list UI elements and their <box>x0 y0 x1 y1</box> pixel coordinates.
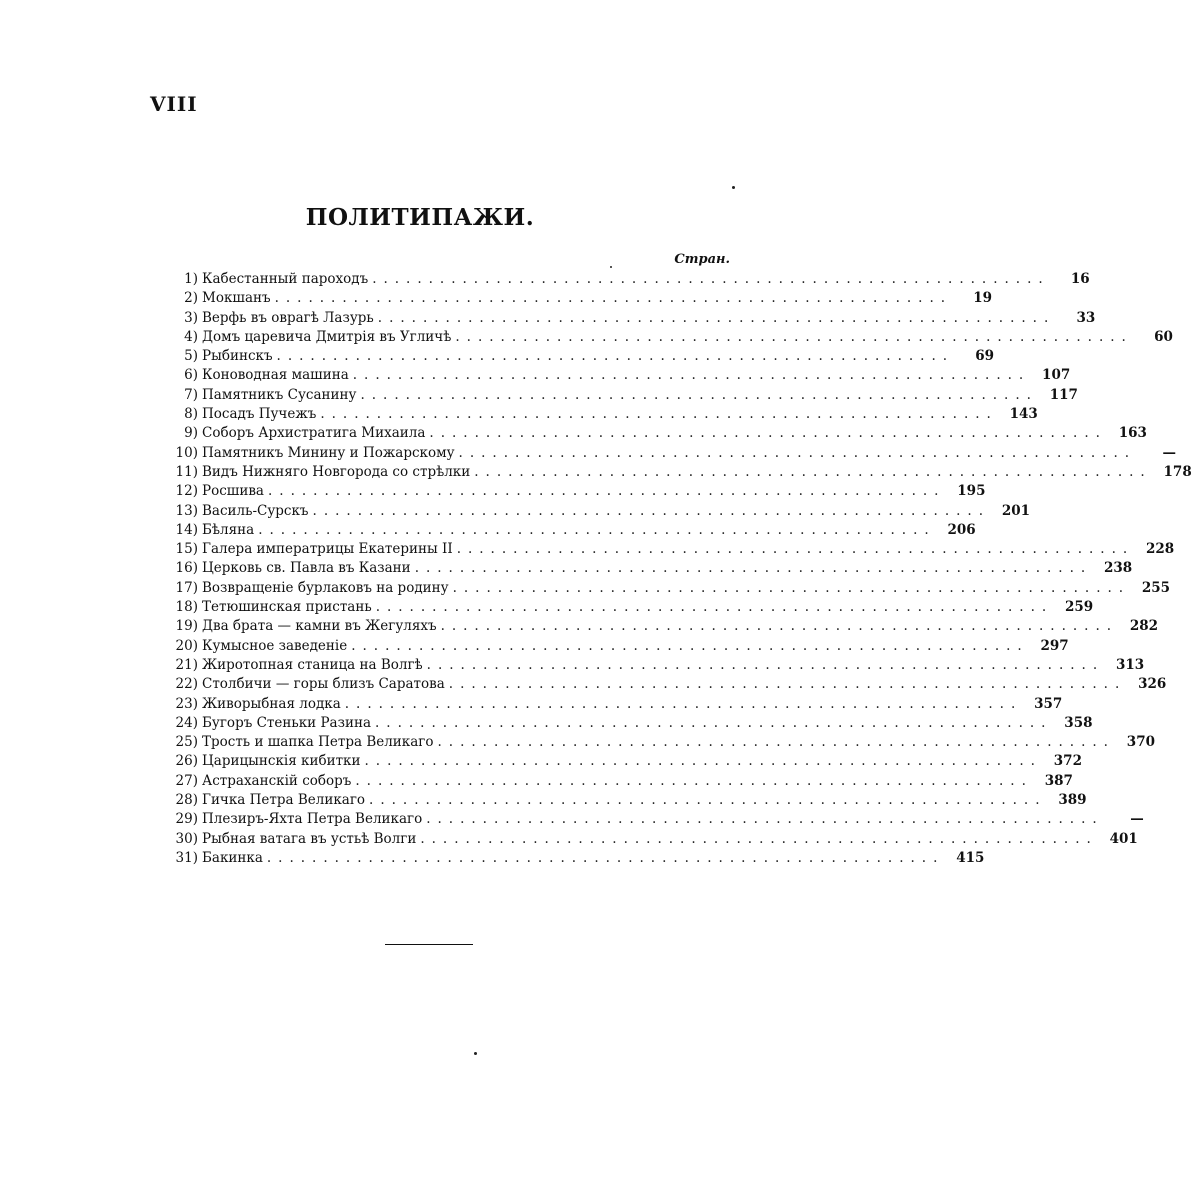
entry-number: 22) <box>175 676 198 693</box>
entry-page: 313 <box>1115 656 1145 673</box>
entry-number: 3) <box>184 309 198 326</box>
page-number: VIII <box>150 92 198 116</box>
entry-title: Видъ Нижняго Новгорода со стрѣлки <box>202 463 471 480</box>
list-item <box>168 347 995 366</box>
list-item <box>168 386 1078 405</box>
dot-leader: ............................................................ <box>375 599 1054 616</box>
dot-leader: ............................................................ <box>429 425 1107 442</box>
list-item <box>168 810 1144 829</box>
entry-page: 238 <box>1103 560 1133 577</box>
entry-number: 7) <box>184 386 198 403</box>
entry-number: 27) <box>175 772 198 789</box>
entry-page: — <box>1130 811 1144 828</box>
entry-title: Бугоръ Стеньки Разина <box>202 714 371 731</box>
entry-title: Рыбная ватага въ устьѣ Волги <box>202 830 417 847</box>
entry-page: 255 <box>1141 579 1171 596</box>
entry-page: 69 <box>975 348 995 365</box>
entry-number: 9) <box>184 425 198 442</box>
entry-title: Астраханскій соборъ <box>202 772 352 789</box>
entry-title: Росшива <box>202 483 264 500</box>
entry-page: 201 <box>1001 502 1031 519</box>
entry-page: 401 <box>1109 830 1138 847</box>
dot-leader: ............................................................ <box>420 830 1098 847</box>
entry-number: 8) <box>184 406 198 423</box>
entry-page: 326 <box>1138 676 1167 693</box>
dot-leader: ............................................................ <box>426 656 1105 673</box>
dot-leader: ............................................................ <box>375 714 1053 731</box>
entry-number: 30) <box>175 830 198 847</box>
entry-page: 358 <box>1064 714 1093 731</box>
section-title: ПОЛИТИПАЖИ. <box>305 204 535 231</box>
list-item <box>168 752 1082 771</box>
dot-leader: ............................................................ <box>458 444 1137 461</box>
entry-number: 21) <box>175 656 198 673</box>
dot-leader: ............................................................ <box>372 271 1050 287</box>
entry-page: 282 <box>1129 618 1159 635</box>
dot-leader: ............................................................ <box>440 618 1119 635</box>
dot-leader: ............................................................ <box>455 328 1133 345</box>
dot-leader: ............................................................ <box>437 734 1115 751</box>
entry-title: Бакинка <box>202 849 263 866</box>
entry-page: 163 <box>1118 425 1147 442</box>
entry-number: 15) <box>175 541 198 558</box>
entry-page: 297 <box>1040 637 1069 654</box>
entry-title: Тетюшинская пристань <box>202 599 372 616</box>
entry-page: 117 <box>1049 386 1078 403</box>
list-item <box>168 366 1071 385</box>
dot-leader: ............................................................ <box>320 406 998 423</box>
entry-page: 107 <box>1042 367 1071 384</box>
entry-number: 25) <box>175 734 198 751</box>
list-item <box>168 579 1171 598</box>
list-item <box>168 714 1093 733</box>
entry-number: 17) <box>175 579 198 596</box>
entry-number: 1) <box>184 271 198 287</box>
entry-title: Гичка Петра Великаго <box>202 792 366 809</box>
list-item <box>168 772 1073 791</box>
closing-rule <box>385 944 473 945</box>
entry-page: 387 <box>1044 772 1073 789</box>
entry-title: Домъ царевича Дмитрія въ Угличѣ <box>202 328 452 345</box>
entry-page: 143 <box>1009 406 1038 423</box>
dot-leader: ............................................................ <box>426 811 1104 828</box>
entry-number: 24) <box>175 714 198 731</box>
list-item <box>168 559 1133 578</box>
print-speck <box>732 186 735 189</box>
list-item <box>168 463 1192 482</box>
entry-title: Посадъ Пучежъ <box>202 406 317 423</box>
entry-title: Памятникъ Минину и Пожарскому <box>202 444 455 461</box>
entry-number: 29) <box>175 811 198 828</box>
list-item <box>168 849 985 868</box>
list-item <box>168 502 1031 521</box>
dot-leader: ............................................................ <box>377 309 1056 326</box>
entry-page: — <box>1162 444 1177 461</box>
dot-leader: ............................................................ <box>414 560 1093 577</box>
list-item <box>168 270 1090 289</box>
list-item <box>168 328 1173 347</box>
entry-title: Возвращеніе бурлаковъ на родину <box>202 579 449 596</box>
entry-title: Два брата — камни въ Жегуляхъ <box>202 618 437 635</box>
list-item <box>168 444 1177 463</box>
dot-leader: ............................................................ <box>369 792 1047 809</box>
list-item <box>168 289 993 308</box>
list-item <box>168 675 1167 694</box>
entry-title: Мокшанъ <box>202 290 271 307</box>
page-column-header: Стран. <box>674 252 730 267</box>
entry-title: Трость и шапка Петра Великаго <box>202 734 434 751</box>
dot-leader: ............................................................ <box>274 290 953 307</box>
dot-leader: ............................................................ <box>448 676 1127 693</box>
entry-number: 26) <box>175 753 198 770</box>
entry-page: 16 <box>1070 271 1090 287</box>
entry-title: Кабестанный пароходъ <box>202 271 369 287</box>
list-item <box>168 830 1138 849</box>
dot-leader: ............................................................ <box>452 579 1131 596</box>
list-item <box>168 617 1159 636</box>
list-item <box>168 521 976 540</box>
dot-leader: ............................................................ <box>352 367 1031 384</box>
print-speck <box>610 266 612 268</box>
list-item <box>168 791 1087 810</box>
entry-number: 12) <box>175 483 198 500</box>
entry-number: 31) <box>175 849 198 866</box>
entry-title: Плезиръ-Яхта Петра Великаго <box>202 811 423 828</box>
entry-page: 195 <box>957 483 986 500</box>
entry-title: Рыбинскъ <box>202 348 273 365</box>
list-item <box>168 482 986 501</box>
dot-leader: ............................................................ <box>364 753 1042 770</box>
dot-leader: ............................................................ <box>355 772 1033 789</box>
entry-title: Кумысное заведеніе <box>202 637 348 654</box>
entry-number: 10) <box>175 444 198 461</box>
dot-leader: ............................................................ <box>266 849 945 866</box>
list-item <box>168 637 1069 656</box>
entry-page: 389 <box>1058 792 1087 809</box>
entry-title: Жиротопная станица на Волгѣ <box>202 656 423 673</box>
dot-leader: ............................................................ <box>360 386 1038 403</box>
entry-number: 20) <box>175 637 198 654</box>
list-item <box>168 540 1175 559</box>
entry-number: 4) <box>184 328 198 345</box>
dot-leader: ............................................................ <box>276 348 955 365</box>
entry-page: 372 <box>1053 753 1082 770</box>
entry-page: 19 <box>973 290 993 307</box>
entry-number: 16) <box>175 560 198 577</box>
print-speck <box>474 1052 477 1055</box>
dot-leader: ............................................................ <box>474 463 1152 480</box>
entry-page: 357 <box>1034 695 1063 712</box>
entry-title: Галера императрицы Екатерины II <box>202 541 453 558</box>
dot-leader: ............................................................ <box>351 637 1029 654</box>
entry-number: 6) <box>184 367 198 384</box>
entry-title: Столбичи — горы близъ Саратова <box>202 676 445 693</box>
entry-title: Соборъ Архистратига Михаила <box>202 425 426 442</box>
entry-page: 206 <box>947 521 976 538</box>
dot-leader: ............................................................ <box>344 695 1023 712</box>
entry-title: Коноводная машина <box>202 367 349 384</box>
entry-title: Царицынскія кибитки <box>202 753 361 770</box>
entry-page: 178 <box>1163 463 1192 480</box>
dot-leader: ............................................................ <box>456 541 1135 558</box>
entry-number: 14) <box>175 521 198 538</box>
entry-page: 259 <box>1064 599 1094 616</box>
entry-title: Памятникъ Сусанину <box>202 386 357 403</box>
list-item <box>168 733 1155 752</box>
entry-number: 13) <box>175 502 198 519</box>
entry-number: 18) <box>175 599 198 616</box>
dot-leader: ............................................................ <box>267 483 946 500</box>
list-item <box>168 695 1063 714</box>
list-item <box>168 405 1038 424</box>
entry-number: 28) <box>175 792 198 809</box>
entry-title: Бѣляна <box>202 521 255 538</box>
entry-page: 370 <box>1126 734 1155 751</box>
entry-page: 228 <box>1145 541 1175 558</box>
list-item <box>168 424 1147 443</box>
entry-page: 415 <box>956 849 985 866</box>
entry-title: Церковь св. Павла въ Казани <box>202 560 411 577</box>
list-item <box>168 598 1094 617</box>
entry-title: Василь-Сурскъ <box>202 502 309 519</box>
dot-leader: ............................................................ <box>258 521 936 538</box>
entry-number: 19) <box>175 618 198 635</box>
list-item <box>168 309 1096 328</box>
entry-title: Верфь въ оврагѣ Лазурь <box>202 309 374 326</box>
entry-page: 60 <box>1154 328 1173 345</box>
entry-title: Живорыбная лодка <box>202 695 341 712</box>
entry-number: 11) <box>175 463 198 480</box>
entry-number: 2) <box>184 290 198 307</box>
list-item <box>168 656 1145 675</box>
illustrations-list <box>168 270 1192 868</box>
entry-number: 23) <box>175 695 198 712</box>
dot-leader: ............................................................ <box>312 502 991 519</box>
entry-page: 33 <box>1076 309 1096 326</box>
entry-number: 5) <box>184 348 198 365</box>
